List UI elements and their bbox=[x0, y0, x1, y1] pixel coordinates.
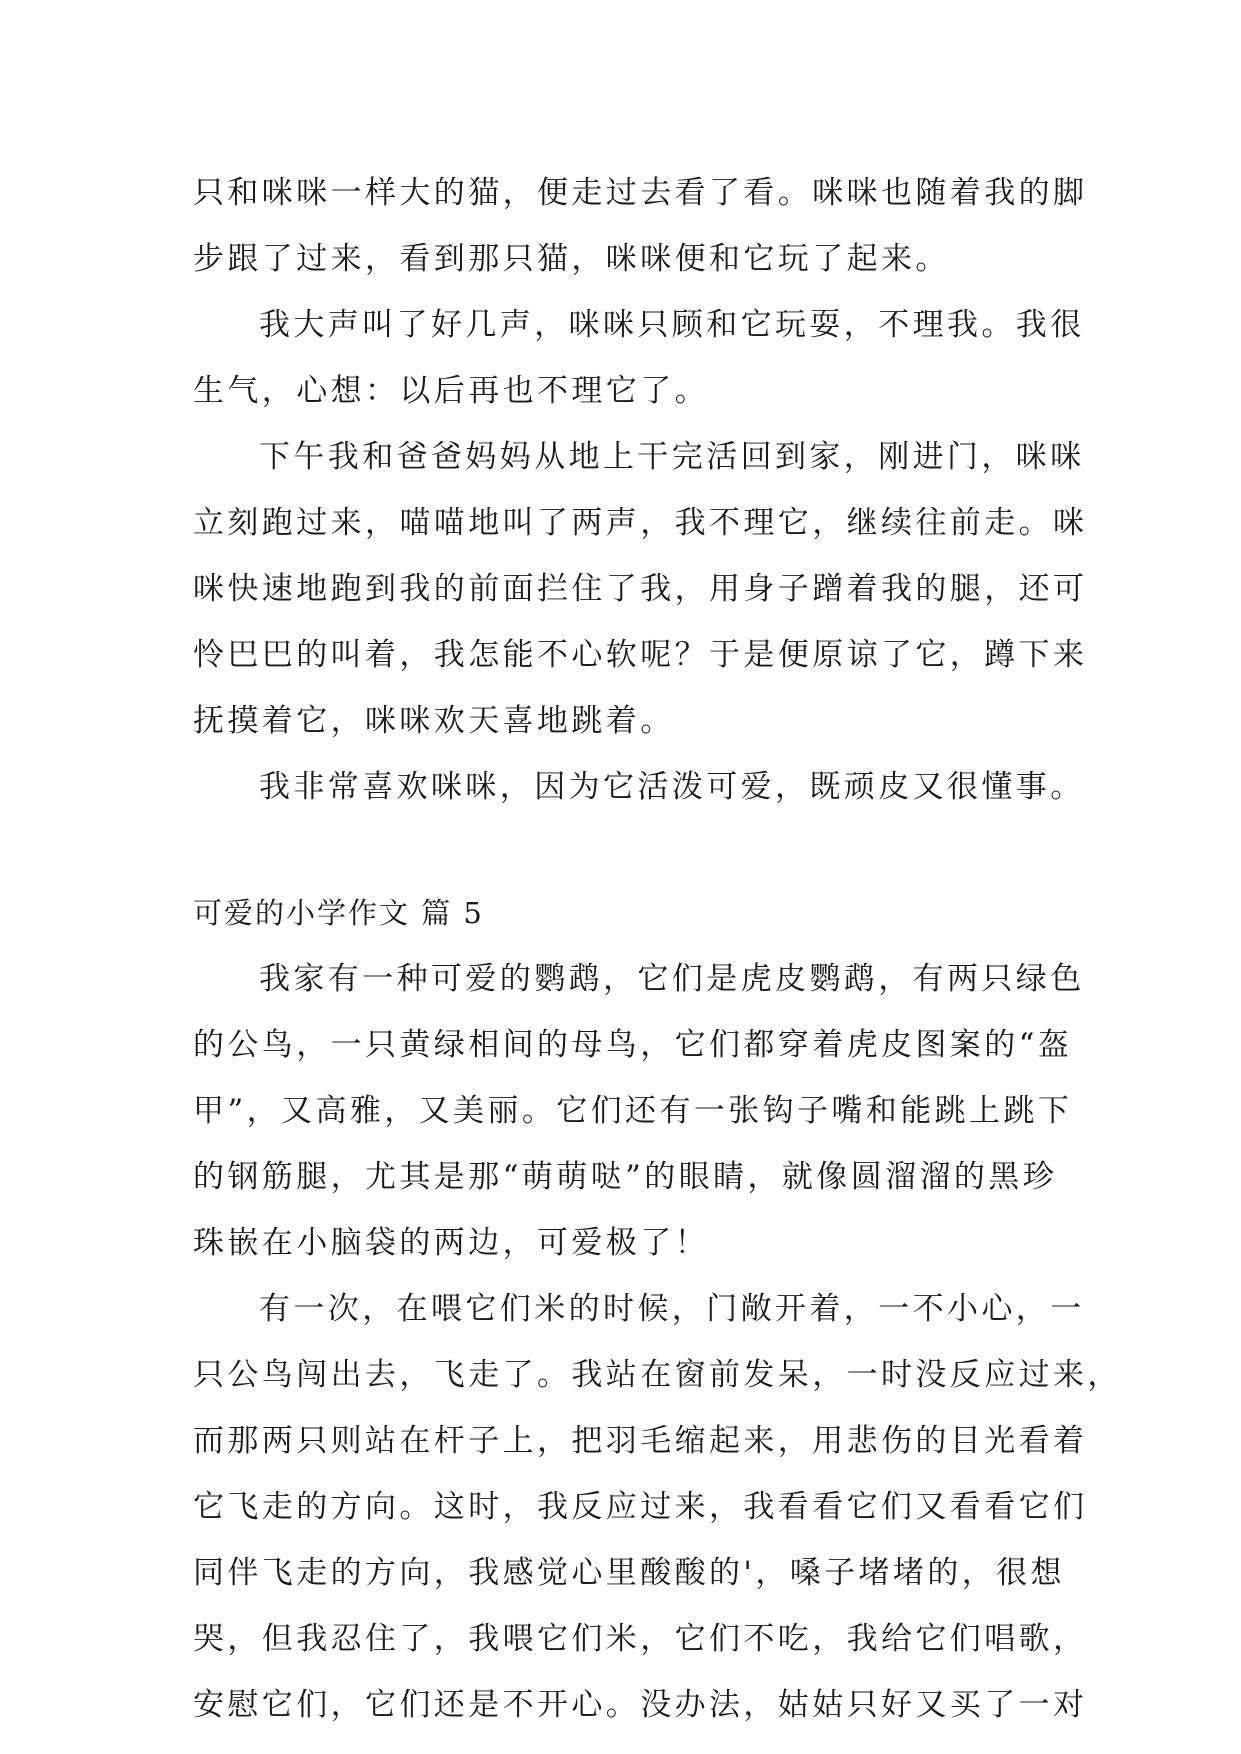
paragraph-line: 咪快速地跑到我的前面拦住了我，用身子蹭着我的腿，还可 bbox=[193, 571, 1088, 607]
paragraph-line: 下午我和爸爸妈妈从地上干完活回到家，刚进门，咪咪 bbox=[259, 439, 1085, 475]
paragraph-line: 同伴飞走的方向，我感觉心里酸酸的'，嗓子堵堵的，很想 bbox=[193, 1555, 1065, 1591]
paragraph-line: 它飞走的方向。这时，我反应过来，我看看它们又看看它们 bbox=[193, 1489, 1088, 1525]
paragraph-line: 安慰它们，它们还是不开心。没办法，姑姑只好又买了一对 bbox=[193, 1687, 1088, 1723]
paragraph-line: 珠嵌在小脑袋的两边，可爱极了！ bbox=[193, 1225, 709, 1261]
essay-body bbox=[193, 160, 1122, 1738]
section-heading: 可爱的小学作文 篇 5 bbox=[193, 896, 484, 930]
paragraph-line: 而那两只则站在杆子上，把羽毛缩起来，用悲伤的目光看着 bbox=[193, 1423, 1088, 1459]
paragraph-line: 我大声叫了好几声，咪咪只顾和它玩耍，不理我。我很 bbox=[259, 307, 1085, 343]
paragraph-line: 怜巴巴的叫着，我怎能不心软呢？于是便原谅了它，蹲下来 bbox=[193, 637, 1088, 673]
paragraph-line: 的钢筋腿，尤其是那“萌萌哒”的眼睛，就像圆溜溜的黑珍 bbox=[193, 1159, 1058, 1195]
paragraph-line: 有一次，在喂它们米的时候，门敞开着，一不小心，一 bbox=[259, 1291, 1085, 1327]
section-gap bbox=[193, 820, 1063, 880]
paragraph-line: 我家有一种可爱的鹦鹉，它们是虎皮鹦鹉，有两只绿色 bbox=[259, 961, 1085, 997]
paragraph-line: 立刻跑过来，喵喵地叫了两声，我不理它，继续往前走。咪 bbox=[193, 505, 1088, 541]
paragraph-line: 甲”，又高雅，又美丽。它们还有一张钩子嘴和能跳上跳下 bbox=[193, 1093, 1073, 1129]
paragraph-line: 只和咪咪一样大的猫，便走过去看了看。咪咪也随着我的脚 bbox=[193, 175, 1088, 211]
paragraph-line: 哭，但我忍住了，我喂它们米，它们不吃，我给它们唱歌， bbox=[193, 1621, 1088, 1657]
paragraph-line: 我非常喜欢咪咪，因为它活泼可爱，既顽皮又很懂事。 bbox=[259, 769, 1085, 805]
paragraph-line: 的公鸟，一只黄绿相间的母鸟，它们都穿着虎皮图案的“盔 bbox=[193, 1027, 1073, 1063]
paragraph-line: 抚摸着它，咪咪欢天喜地跳着。 bbox=[193, 703, 675, 739]
paragraph-line: 生气，心想：以后再也不理它了。 bbox=[193, 373, 709, 409]
paragraph-line: 步跟了过来，看到那只猫，咪咪便和它玩了起来。 bbox=[193, 241, 950, 277]
paragraph-line: 只公鸟闯出去，飞走了。我站在窗前发呆，一时没反应过来， bbox=[193, 1357, 1122, 1393]
